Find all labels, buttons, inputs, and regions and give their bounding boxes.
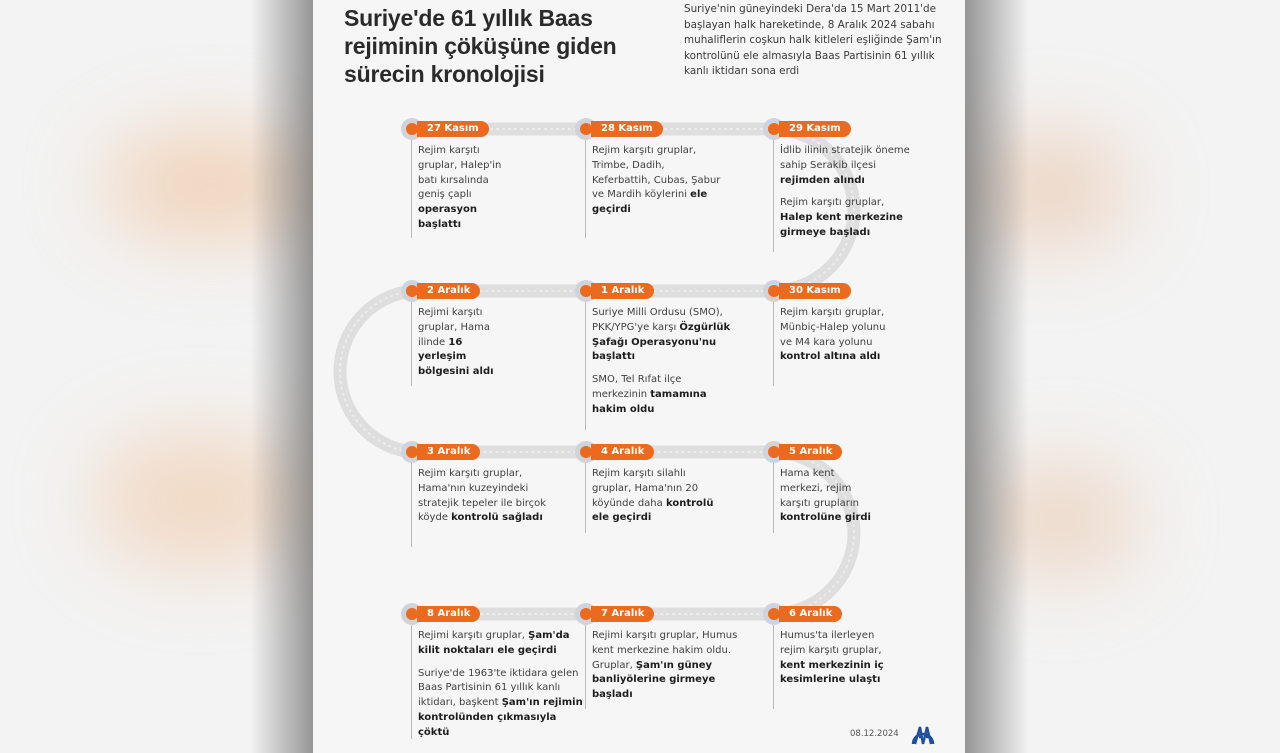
event-date-badge: 30 Kasım <box>779 283 851 299</box>
infographic <box>313 0 965 753</box>
event-paragraph <box>418 144 513 233</box>
event-connector-line <box>773 302 774 386</box>
event-description <box>592 629 752 711</box>
event-description <box>418 144 513 241</box>
event-text: Rejim karşıtı gruplar, <box>780 197 885 209</box>
event-paragraph <box>780 196 910 240</box>
event-paragraph <box>592 144 722 218</box>
event-paragraph <box>780 144 910 188</box>
event-text: Rejim karşıtı gruplar, Trimbe, Dadih, Keferbattih, Cubas, Şabur ve Mardih köylerini <box>592 145 721 201</box>
event-text: Rejimi karşıtı gruplar, Hama ilinde <box>418 307 491 348</box>
event-text-bold: Şam'da kilit noktaları ele geçirdi <box>418 630 570 656</box>
event-date-badge: 29 Kasım <box>779 121 851 137</box>
event-text-bold: tamamına hakim oldu <box>592 388 707 415</box>
event-connector-line <box>773 140 774 252</box>
event-description <box>780 144 910 249</box>
event-date-badge: 4 Aralık <box>591 444 654 460</box>
event-text-bold: ele geçirdi <box>592 189 708 216</box>
event-date-badge: 1 Aralık <box>591 283 654 299</box>
event-connector-line <box>585 463 586 533</box>
event-text-bold: Özgürlük Şafağı Operasyonu'nu başlattı <box>592 321 731 363</box>
event-connector-line <box>411 625 412 739</box>
event-text: Rejim karşıtı silahlı gruplar, Hama'nın 20 köyünde daha <box>592 468 699 509</box>
event-text: Suriye'de 1963'te iktidara gelen Baas Partisinin 61 yıllık kanlı iktidarı, başkent <box>418 667 579 709</box>
event-paragraph <box>418 467 553 526</box>
event-text: Rejim karşıtı gruplar, Hama'nın kuzeyindeki stratejik tepeler ile birçok köyde <box>418 468 547 524</box>
event-text: Hama kent merkezi, rejim karşıtı grupların <box>780 468 859 509</box>
event-text-bold: kontrolüne girdi <box>780 512 871 524</box>
event-description <box>592 467 727 534</box>
event-paragraph <box>780 467 880 526</box>
event-text: Suriye Milli Ordusu (SMO), PKK/YPG'ye karşı <box>592 307 723 333</box>
event-text: Humus'ta ilerleyen rejim karşıtı gruplar, <box>780 630 882 656</box>
event-date-badge: 3 Aralık <box>417 444 480 460</box>
event-date-badge: 28 Kasım <box>591 121 663 137</box>
event-connector-line <box>585 140 586 238</box>
event-date-badge: 5 Aralık <box>779 444 842 460</box>
event-description <box>780 467 880 534</box>
event-connector-line <box>773 463 774 533</box>
page-title: Suriye'de 61 yıllık Baas rejiminin çöküşüne giden sürecin kronolojisi <box>344 5 617 87</box>
event-description <box>418 629 583 749</box>
event-connector-line <box>585 302 586 430</box>
event-paragraph <box>592 373 732 417</box>
event-paragraph <box>592 467 727 526</box>
event-connector-line <box>411 140 412 238</box>
event-date-badge: 27 Kasım <box>417 121 489 137</box>
event-text: SMO, Tel Rıfat ilçe merkezinin <box>592 374 682 400</box>
event-paragraph <box>418 306 513 380</box>
event-connector-line <box>411 463 412 547</box>
event-connector-line <box>585 625 586 709</box>
event-text-bold: rejimden alındı <box>780 174 865 186</box>
event-text-bold: Halep kent merkezine girmeye başladı <box>780 212 903 238</box>
event-description <box>418 306 513 388</box>
event-text: Rejimi karşıtı gruplar, <box>418 630 529 641</box>
event-text-bold: kontrol altına aldı <box>780 351 881 363</box>
event-description <box>418 467 553 534</box>
event-description <box>592 306 732 426</box>
event-paragraph <box>418 629 583 659</box>
event-paragraph <box>592 629 752 703</box>
event-date-badge: 7 Aralık <box>591 606 654 622</box>
event-text: Rejim karşıtı gruplar, Halep'in batı kırsalında geniş çaplı <box>418 145 502 201</box>
aa-logo-icon <box>910 720 936 746</box>
event-description <box>592 144 722 226</box>
event-paragraph <box>592 306 732 365</box>
event-date-badge: 6 Aralık <box>779 606 842 622</box>
event-text-bold: Şam'ın güney banliyölerine girmeye başladı <box>592 659 716 701</box>
event-paragraph <box>780 629 900 688</box>
event-paragraph <box>418 667 583 741</box>
event-connector-line <box>411 302 412 386</box>
event-text-bold: kontrolü sağladı <box>451 512 543 524</box>
event-text-bold: kent merkezinin iç kesimlerine ulaştı <box>780 659 884 686</box>
event-description <box>780 629 900 696</box>
event-text: İdlib ilinin stratejik öneme sahip Serakib ilçesi <box>780 145 910 171</box>
publish-date: 08.12.2024 <box>850 729 899 739</box>
event-text: Rejimi karşıtı gruplar, Humus kent merkezine hakim oldu. Gruplar, <box>592 630 738 671</box>
event-text-bold: kontrolü ele geçirdi <box>592 497 714 524</box>
event-description <box>780 306 895 373</box>
intro-text: Suriye'nin güneyindeki Dera'da 15 Mart 2011'de başlayan halk hareketinde, 8 Aralık 2024 sabahı muhaliflerin coşkun halk kitleleri eşliğinde Şam'ın kontrolünü ele almasıyla Baas Partisinin 61 yıllık kanlı iktidarı sona erdi <box>684 3 942 78</box>
event-text-bold: Şam'ın rejimin kontrolünden çıkmasıyla çöktü <box>418 697 583 738</box>
event-date-badge: 8 Aralık <box>417 606 480 622</box>
event-text-bold: 16 yerleşim bölgesini aldı <box>418 336 494 378</box>
event-date-badge: 2 Aralık <box>417 283 480 299</box>
event-paragraph <box>780 306 895 365</box>
event-connector-line <box>773 625 774 709</box>
event-text: Rejim karşıtı gruplar, Münbiç-Halep yolunu ve M4 kara yolunu <box>780 307 886 348</box>
event-text-bold: operasyon başlattı <box>418 204 477 230</box>
